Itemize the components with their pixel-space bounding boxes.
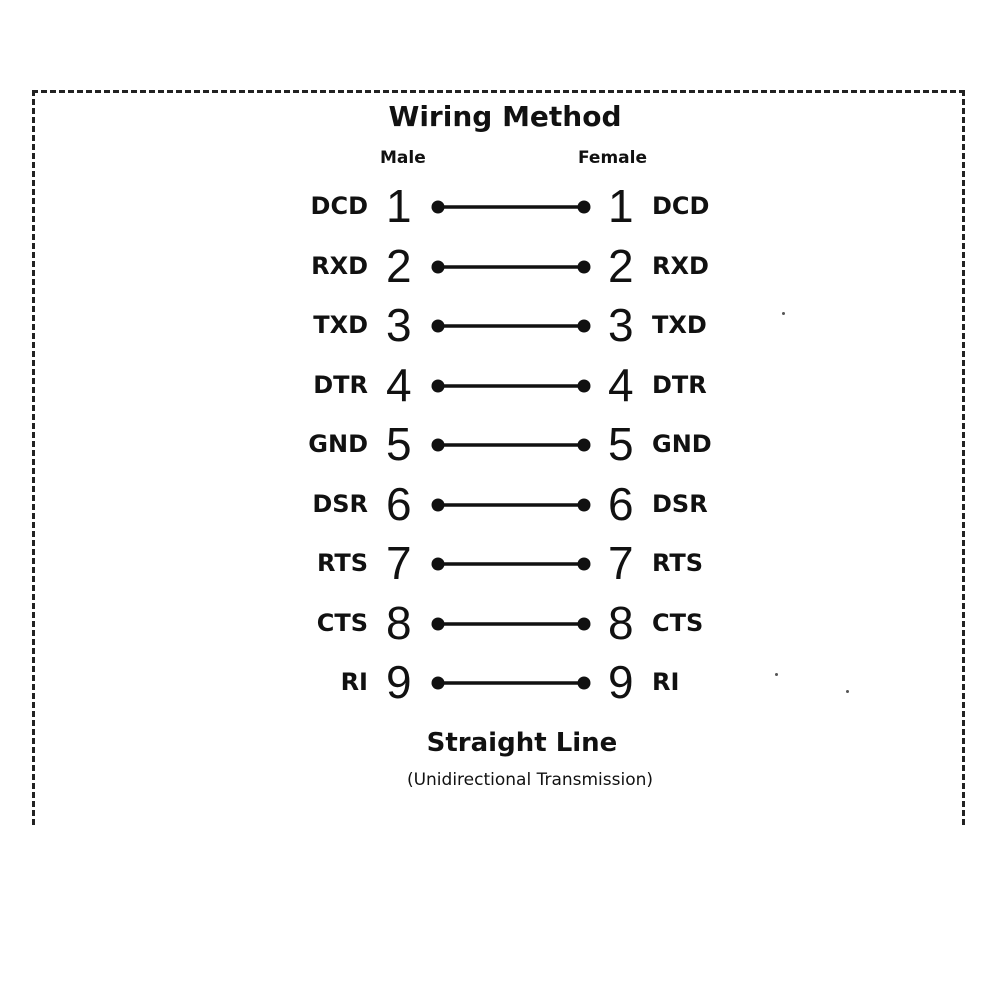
female-endpoint-dot (578, 380, 591, 393)
male-pin-number: 7 (386, 537, 412, 589)
female-endpoint-dot (578, 558, 591, 571)
pin-row (0, 238, 1000, 298)
female-signal-label: DTR (652, 371, 707, 399)
female-pin-number: 2 (608, 240, 634, 292)
female-endpoint-dot (578, 320, 591, 333)
male-signal-label: RTS (316, 549, 368, 577)
pin-row (0, 357, 1000, 417)
speck (782, 312, 785, 315)
speck (846, 690, 849, 693)
male-endpoint-dot (432, 201, 445, 214)
male-pin-number: 6 (386, 478, 412, 530)
female-endpoint-dot (578, 618, 591, 631)
male-endpoint-dot (432, 439, 445, 452)
wire-connection (430, 256, 600, 278)
female-endpoint-dot (578, 201, 591, 214)
female-pin-number: 6 (608, 478, 634, 530)
male-pin-number: 8 (386, 597, 412, 649)
male-endpoint-dot (432, 677, 445, 690)
female-endpoint-dot (578, 499, 591, 512)
wire-connection (430, 196, 600, 218)
pin-row (0, 535, 1000, 595)
male-pin-number: 9 (386, 656, 412, 708)
female-pin-number: 3 (608, 299, 634, 351)
female-signal-label: DCD (652, 192, 710, 220)
male-endpoint-dot (432, 320, 445, 333)
footer-title: Straight Line (426, 728, 618, 758)
male-signal-label: RI (340, 668, 368, 696)
wire-connection (430, 494, 600, 516)
footer-subtitle: (Unidirectional Transmission) (406, 770, 654, 790)
wire-connection (430, 315, 600, 337)
female-header: Female (578, 148, 647, 168)
wire-connection (430, 672, 600, 694)
female-signal-label: RI (652, 668, 680, 696)
female-endpoint-dot (578, 261, 591, 274)
male-pin-number: 1 (386, 180, 412, 232)
female-signal-label: RXD (652, 252, 709, 280)
female-signal-label: GND (652, 430, 712, 458)
female-endpoint-dot (578, 439, 591, 452)
wire-connection (430, 434, 600, 456)
male-endpoint-dot (432, 618, 445, 631)
wire-connection (430, 375, 600, 397)
male-header: Male (380, 148, 426, 168)
female-pin-number: 9 (608, 656, 634, 708)
pin-row (0, 654, 1000, 714)
pin-row (0, 476, 1000, 536)
female-pin-number: 1 (608, 180, 634, 232)
wire-connection (430, 553, 600, 575)
female-pin-number: 5 (608, 418, 634, 470)
male-signal-label: GND (308, 430, 368, 458)
male-endpoint-dot (432, 558, 445, 571)
female-signal-label: CTS (652, 609, 704, 637)
female-pin-number: 8 (608, 597, 634, 649)
pin-row (0, 595, 1000, 655)
male-signal-label: DSR (312, 490, 368, 518)
female-pin-number: 7 (608, 537, 634, 589)
diagram-title: Wiring Method (388, 100, 622, 133)
female-signal-label: DSR (652, 490, 708, 518)
male-signal-label: DCD (310, 192, 368, 220)
female-endpoint-dot (578, 677, 591, 690)
female-pin-number: 4 (608, 359, 634, 411)
male-pin-number: 4 (386, 359, 412, 411)
male-endpoint-dot (432, 261, 445, 274)
speck (775, 673, 778, 676)
male-pin-number: 2 (386, 240, 412, 292)
male-pin-number: 5 (386, 418, 412, 470)
pin-row (0, 297, 1000, 357)
female-signal-label: RTS (652, 549, 704, 577)
male-signal-label: TXD (313, 311, 368, 339)
male-endpoint-dot (432, 380, 445, 393)
pin-row (0, 178, 1000, 238)
pin-row (0, 416, 1000, 476)
male-signal-label: DTR (313, 371, 368, 399)
male-pin-number: 3 (386, 299, 412, 351)
wire-connection (430, 613, 600, 635)
male-signal-label: RXD (311, 252, 368, 280)
male-endpoint-dot (432, 499, 445, 512)
male-signal-label: CTS (316, 609, 368, 637)
female-signal-label: TXD (652, 311, 707, 339)
